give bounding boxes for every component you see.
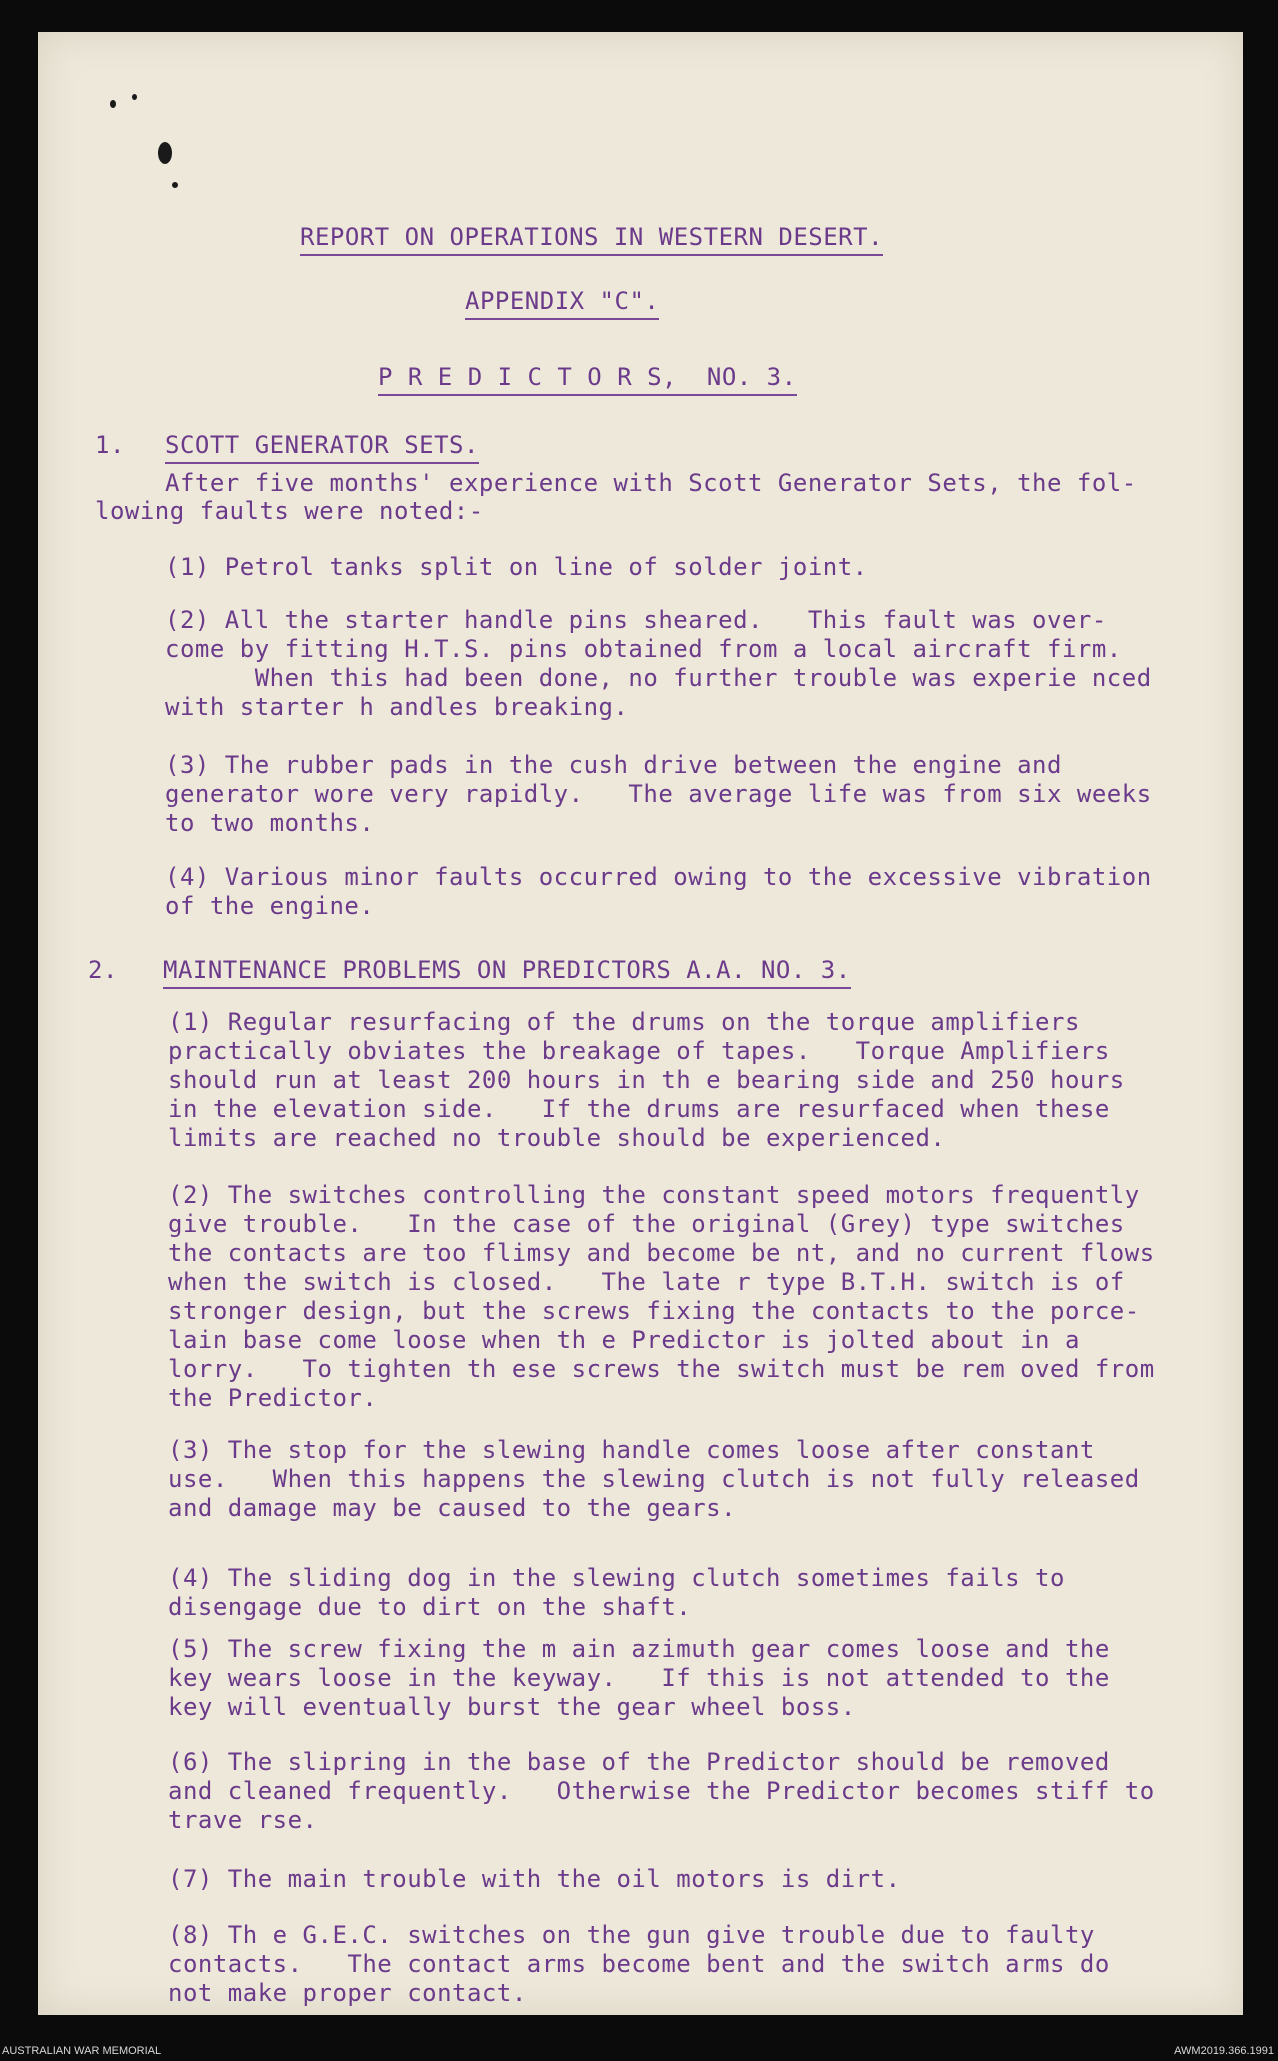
list-item-line: key will eventually burst the gear wheel boss.: [168, 1693, 856, 1721]
appendix-label: APPENDIX "C".: [465, 286, 659, 320]
list-item-line: the Predictor.: [168, 1384, 378, 1412]
list-item-line: (6) The slipring in the base of the Predictor should be removed: [168, 1748, 1110, 1776]
section-title: MAINTENANCE PROBLEMS ON PREDICTORS A.A. NO. 3.: [163, 955, 851, 989]
list-item-line: (3) The rubber pads in the cush drive between the engine and: [165, 751, 1062, 779]
list-item-line: contacts. The contact arms become bent and the switch arms do: [168, 1950, 1110, 1978]
list-item-line: and damage may be caused to the gears.: [168, 1494, 737, 1522]
list-item-line: generator wore very rapidly. The average life was from six weeks: [165, 780, 1152, 808]
paragraph-line: After five months' experience with Scott Generator Sets, the fol-: [165, 469, 1137, 497]
list-item-line: the contacts are too flimsy and become be nt, and no current flows: [168, 1239, 1155, 1267]
footer-accession-number: AWM2019.366.1991: [1174, 2045, 1274, 2057]
list-item-line: give trouble. In the case of the original (Grey) type switches: [168, 1210, 1125, 1238]
list-item-line: practically obviates the breakage of tapes. Torque Amplifiers: [168, 1037, 1110, 1065]
list-item-line: (3) The stop for the slewing handle comes loose after constant: [168, 1436, 1095, 1464]
list-item-line: disengage due to dirt on the shaft.: [168, 1593, 692, 1621]
section-number: 1.: [95, 431, 125, 459]
punch-hole: [132, 94, 137, 100]
punch-hole: [172, 182, 178, 188]
list-item-line: not make proper contact.: [168, 1979, 527, 2007]
list-item-line: limits are reached no trouble should be experienced.: [168, 1124, 946, 1152]
list-item-line: (4) Various minor faults occurred owing to the excessive vibration: [165, 863, 1152, 891]
list-item-line: (8) Th e G.E.C. switches on the gun give trouble due to faulty: [168, 1921, 1095, 1949]
list-item-line: in the elevation side. If the drums are resurfaced when these: [168, 1095, 1110, 1123]
list-item-line: should run at least 200 hours in th e bearing side and 250 hours: [168, 1066, 1125, 1094]
paragraph-line: lowing faults were noted:-: [95, 497, 484, 525]
list-item-line: key wears loose in the keyway. If this is not attended to the: [168, 1664, 1110, 1692]
list-item-line: stronger design, but the screws fixing the contacts to the porce-: [168, 1297, 1140, 1325]
punch-hole: [110, 100, 116, 108]
list-item-line: (2) The switches controlling the constant speed motors frequently: [168, 1181, 1140, 1209]
list-item-line: use. When this happens the slewing clutch is not fully released: [168, 1465, 1140, 1493]
list-item-line: (1) Regular resurfacing of the drums on the torque amplifiers: [168, 1008, 1080, 1036]
list-item-line: when the switch is closed. The late r type B.T.H. switch is of: [168, 1268, 1125, 1296]
list-item-line: lain base come loose when th e Predictor is jolted about in a: [168, 1326, 1080, 1354]
list-item-line: to two months.: [165, 809, 375, 837]
list-item-line: (2) All the starter handle pins sheared. This fault was over-: [165, 606, 1107, 634]
list-item-line: lorry. To tighten th ese screws the switch must be rem oved from: [168, 1355, 1155, 1383]
punch-hole: [158, 142, 172, 164]
list-item-line: trave rse.: [168, 1806, 318, 1834]
report-title: REPORT ON OPERATIONS IN WESTERN DESERT.: [300, 222, 883, 256]
list-item-line: (5) The screw fixing the m ain azimuth gear comes loose and the: [168, 1635, 1110, 1663]
list-item-line: When this had been done, no further trouble was experie nced: [165, 664, 1152, 692]
footer-archive-name: AUSTRALIAN WAR MEMORIAL: [2, 2045, 162, 2057]
list-item-line: of the engine.: [165, 892, 375, 920]
predictors-heading: P R E D I C T O R S, NO. 3.: [378, 362, 797, 396]
section-title: SCOTT GENERATOR SETS.: [165, 430, 479, 464]
list-item-line: and cleaned frequently. Otherwise the Predictor becomes stiff to: [168, 1777, 1155, 1805]
list-item-line: (7) The main trouble with the oil motors is dirt.: [168, 1865, 901, 1893]
list-item-line: come by fitting H.T.S. pins obtained from a local aircraft firm.: [165, 635, 1122, 663]
list-item-line: (4) The sliding dog in the slewing clutch sometimes fails to: [168, 1564, 1065, 1592]
section-number: 2.: [88, 956, 118, 984]
list-item-line: (1) Petrol tanks split on line of solder joint.: [165, 553, 868, 581]
list-item-line: with starter h andles breaking.: [165, 693, 629, 721]
